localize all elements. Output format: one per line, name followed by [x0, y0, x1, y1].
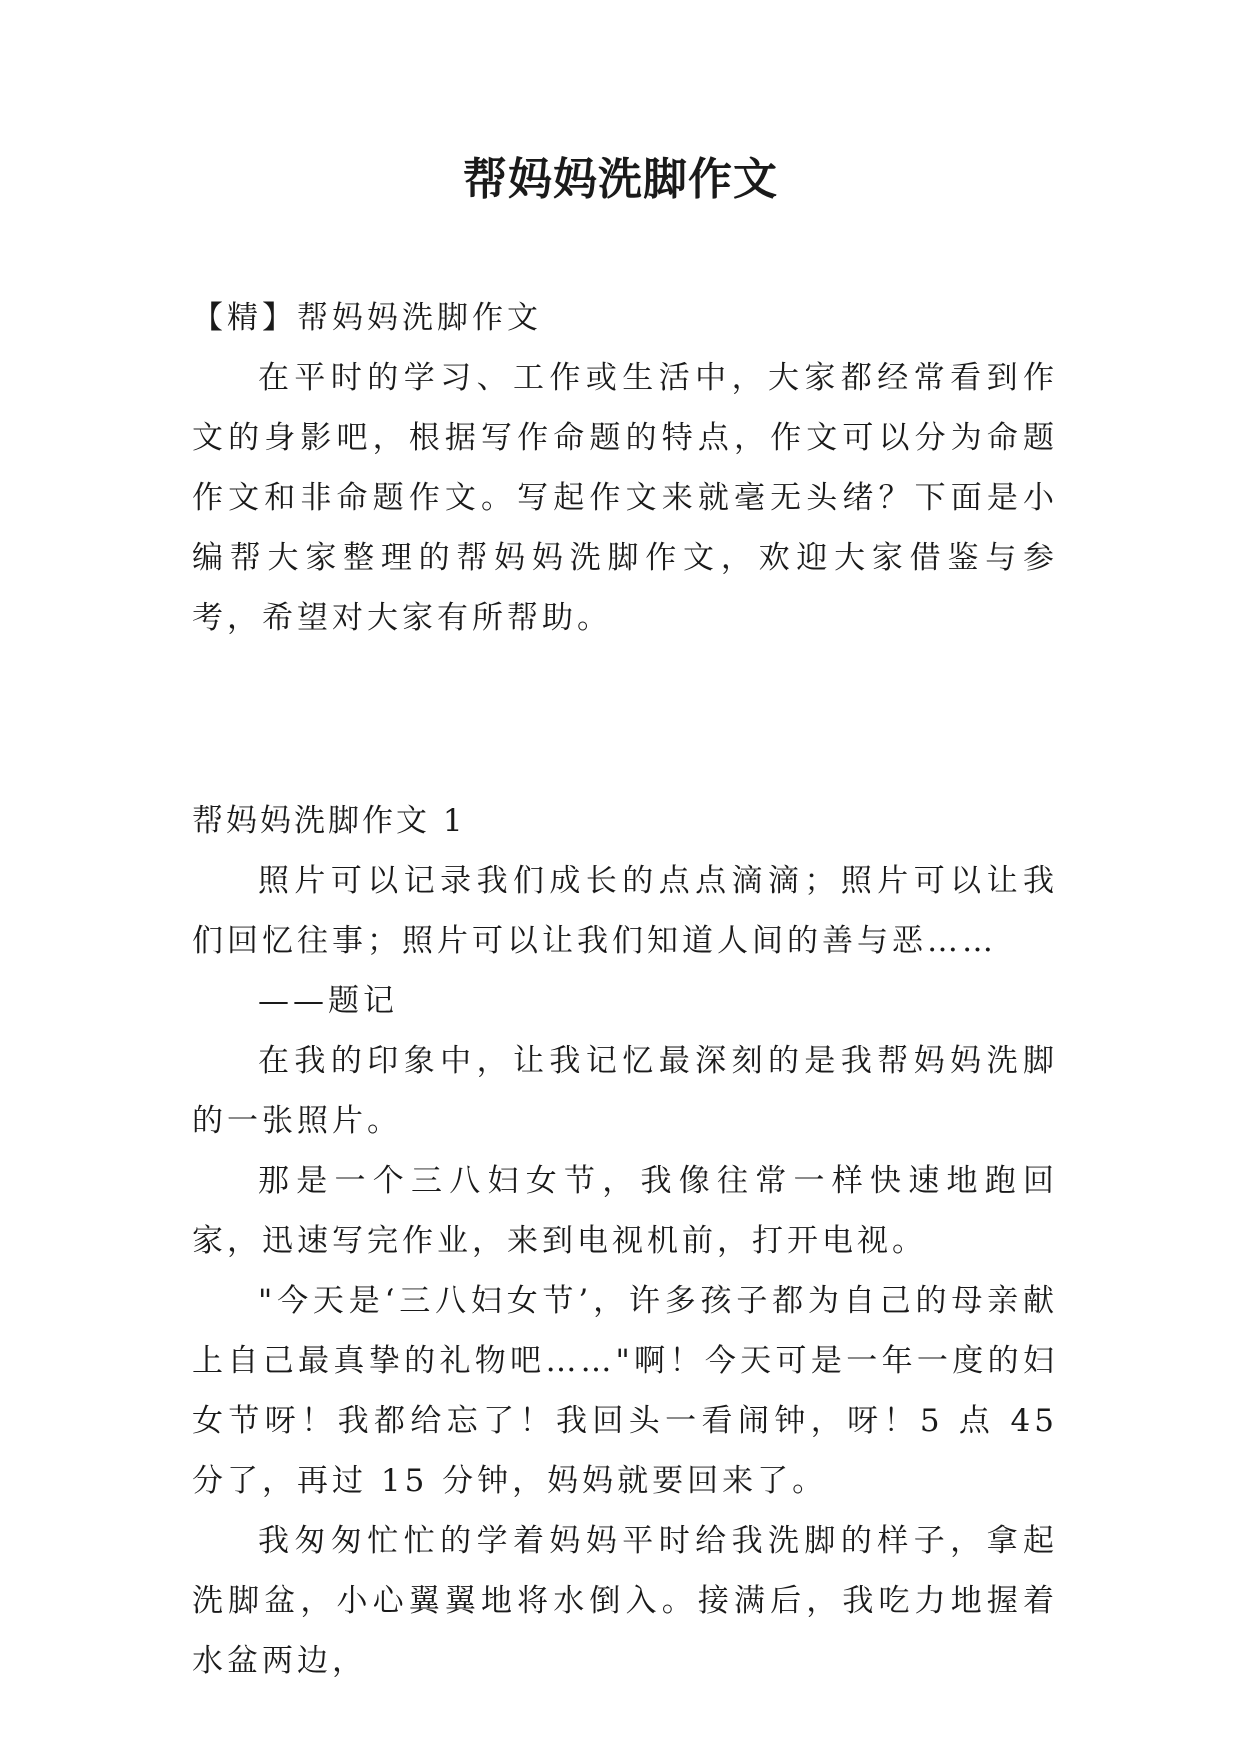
essay-paragraph: 照片可以记录我们成长的点点滴滴；照片可以让我们回忆往事；照片可以让我们知道人间的善与恶……: [192, 863, 1058, 959]
essay-paragraph: 在我的印象中，让我记忆最深刻的是我帮妈妈洗脚的一张照片。: [192, 1043, 1058, 1139]
essay-paragraph: 那是一个三八妇女节，我像往常一样快速地跑回家，迅速写完作业，来到电视机前，打开电视。: [192, 1163, 1058, 1259]
intro-heading: 【精】帮妈妈洗脚作文: [192, 300, 542, 336]
epigraph-note: ——题记: [258, 983, 398, 1019]
essay-heading: 帮妈妈洗脚作文 1: [192, 803, 466, 839]
page-title: 帮妈妈洗脚作文: [463, 154, 778, 205]
essay-paragraph: "今天是‘三八妇女节’，许多孩子都为自己的母亲献上自己最真挚的礼物吧……"啊！今天可是一年一度的妇女节呀！我都给忘了！我回头一看闹钟，呀！5 点 45 分了，再过 15 分钟，妈妈就要回来了。: [192, 1283, 1058, 1499]
essay-paragraph: 我匆匆忙忙的学着妈妈平时给我洗脚的样子，拿起洗脚盆，小心翼翼地将水倒入。接满后，我吃力地握着水盆两边，: [192, 1523, 1058, 1679]
document-body: [192, 288, 1058, 1691]
intro-paragraph: 在平时的学习、工作或生活中，大家都经常看到作文的身影吧，根据写作命题的特点，作文可以分为命题作文和非命题作文。写起作文来就毫无头绪？下面是小编帮大家整理的帮妈妈洗脚作文，欢迎大家借鉴与参考，希望对大家有所帮助。: [192, 360, 1058, 636]
section-spacer: [192, 648, 1058, 791]
